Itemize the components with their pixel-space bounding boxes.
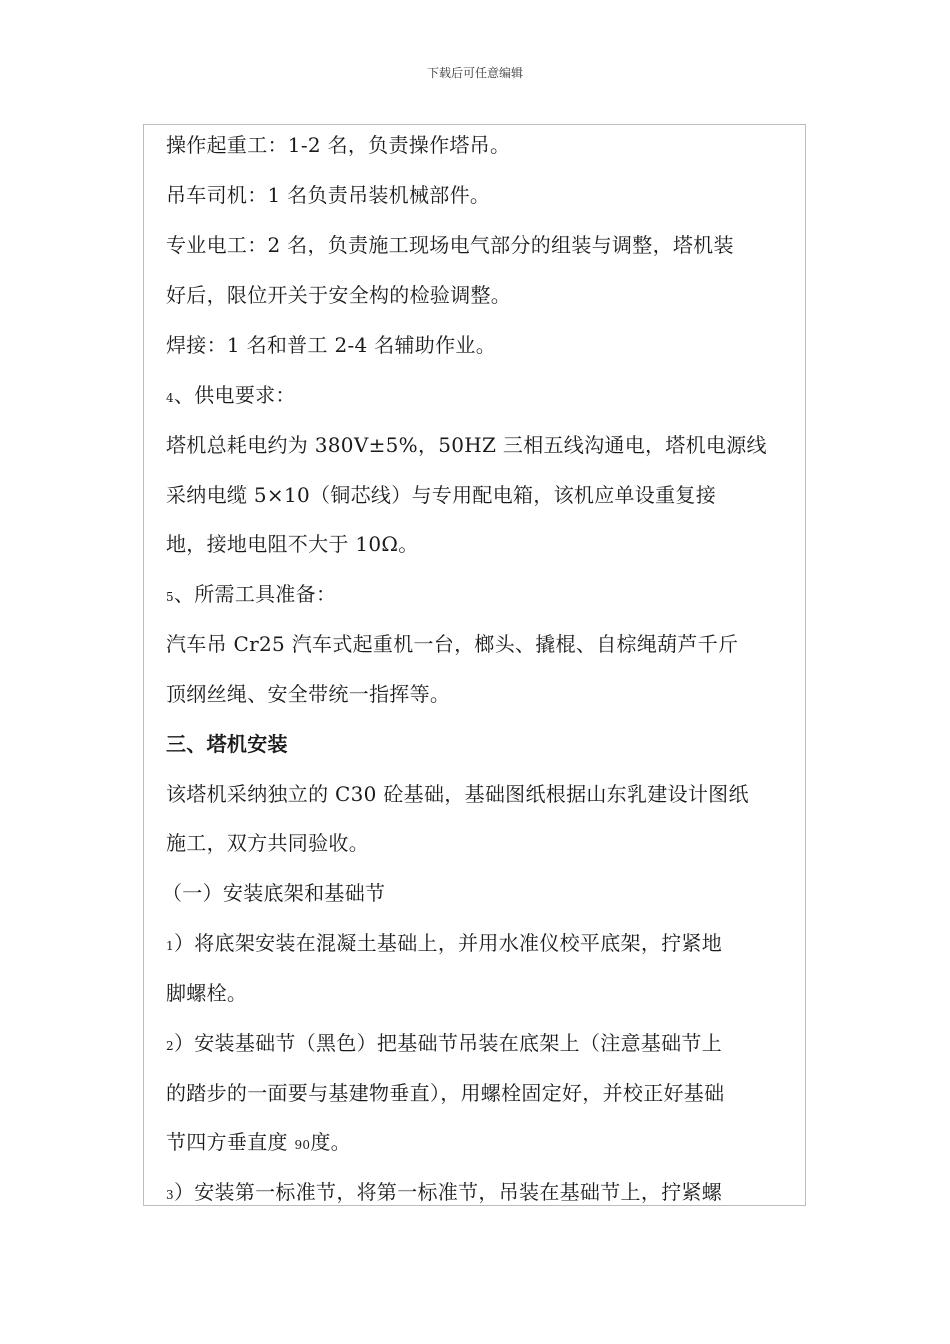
- document-content-box: [143, 124, 806, 1206]
- text-line: 吊车司机：1 名负责吊装机械部件。: [166, 183, 491, 207]
- subsection-heading: （一）安装底架和基础节: [162, 881, 386, 905]
- text-line: 该塔机采纳独立的 C30 砼基础，基础图纸根据山东乳建设计图纸: [166, 782, 749, 806]
- text-line: 脚螺栓。: [166, 981, 248, 1005]
- text-line: 专业电工：2 名，负责施工现场电气部分的组装与调整，塔机装: [166, 233, 734, 257]
- section-heading: 三、塔机安装: [166, 732, 288, 756]
- text-line: 塔机总耗电约为 380V±5%，50HZ 三相五线沟通电，塔机电源线: [166, 433, 767, 457]
- text-line: 的踏步的一面要与基建物垂直），用螺栓固定好，并校正好基础: [166, 1081, 725, 1105]
- text-line: 操作起重工：1-2 名，负责操作塔吊。: [166, 133, 511, 157]
- section-item-5: 5、所需工具准备：: [166, 582, 337, 606]
- step-1: 1）将底架安装在混凝土基础上，并用水准仪校平底架，拧紧地: [166, 931, 723, 955]
- step-2: 2）安装基础节（黑色）把基础节吊装在底架上（注意基础节上: [166, 1031, 723, 1055]
- step-3: 3）安装第一标准节，将第一标准节，吊装在基础节上，拧紧螺: [166, 1180, 723, 1204]
- text-line: 节四方垂直度 90度。: [166, 1130, 351, 1154]
- text-line: 施工，双方共同验收。: [166, 831, 369, 855]
- section-item-4: 4、供电要求：: [166, 383, 296, 407]
- page-header: 下载后可任意编辑: [426, 66, 523, 80]
- text-line: 采纳电缆 5×10（铜芯线）与专用配电箱，该机应单设重复接: [166, 483, 716, 507]
- text-line: 焊接：1 名和普工 2-4 名辅助作业。: [166, 333, 497, 357]
- text-line: 顶纲丝绳、安全带统一指挥等。: [166, 682, 451, 706]
- text-line: 地，接地电阻不大于 10Ω。: [166, 532, 419, 556]
- text-line: 汽车吊 Cr25 汽车式起重机一台，榔头、撬棍、自棕绳葫芦千斤: [166, 632, 739, 656]
- text-line: 好后，限位开关于安全构的检验调整。: [166, 283, 512, 307]
